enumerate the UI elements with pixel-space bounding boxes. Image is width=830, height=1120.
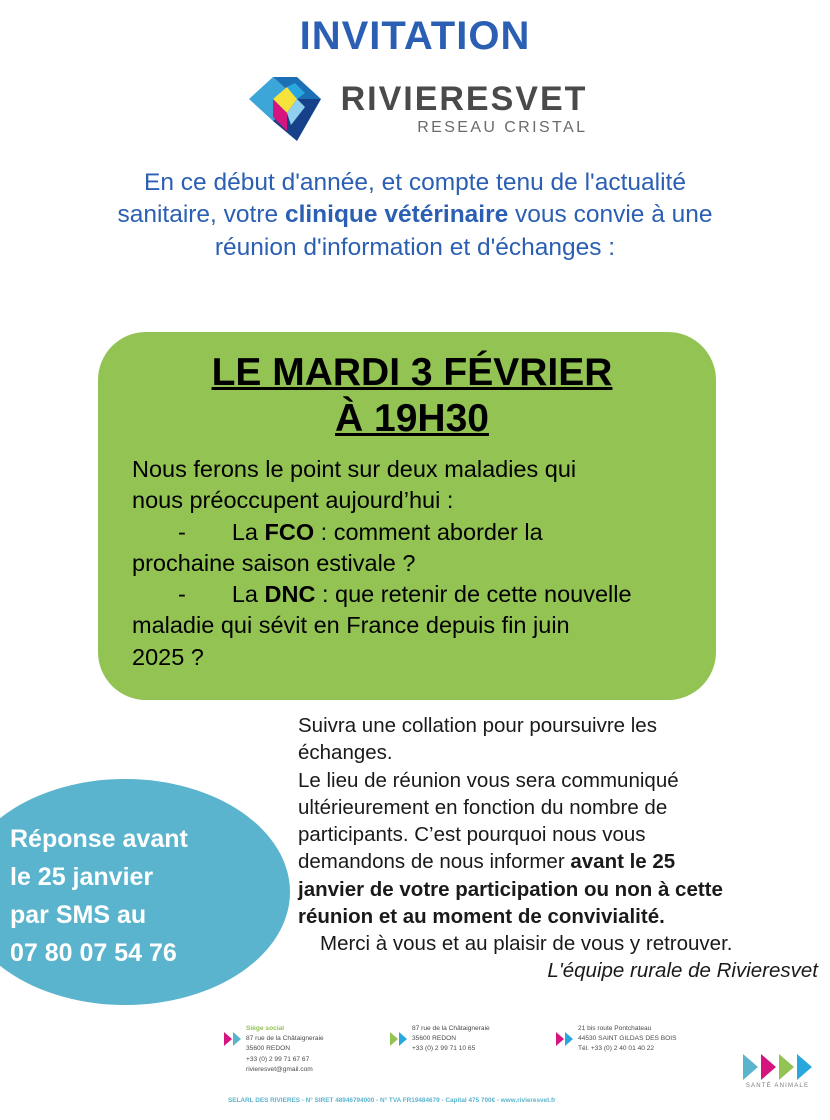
agenda-bullet-1 <box>132 517 692 548</box>
footer-line: +33 (0) 2 99 71 10 65 <box>412 1045 476 1053</box>
intro-line-1: En ce début d'année, et compte tenu de l'actualité <box>144 169 686 196</box>
footer-line: 35600 REDON <box>246 1045 290 1053</box>
details-p2-line-5 <box>298 876 818 903</box>
footer-column-3 <box>556 1024 696 1075</box>
details-p2-line-4-before: demandons de nous informer <box>298 850 571 874</box>
chevron-icon <box>743 1054 758 1080</box>
brand-logo-text <box>341 82 588 136</box>
chevron-pair-icon <box>556 1032 573 1046</box>
meeting-date <box>132 350 692 442</box>
footer-column-1 <box>224 1024 364 1075</box>
rsvp-line-2: le 25 janvier <box>10 863 154 891</box>
chevron-icon <box>565 1032 573 1046</box>
chevron-icon <box>556 1032 564 1046</box>
agenda-bullet-2-cont-2: 2025 ? <box>132 643 204 670</box>
footer-legal-line: SELARL DES RIVIERES - N° SIRET 48946794000 - N° TVA FR19484679 - Capital 475 700€ - www.rivieresvet.fr <box>228 1097 556 1104</box>
footer-line: +33 (0) 2 99 71 67 67 <box>246 1055 310 1063</box>
footer-address-1 <box>246 1024 364 1075</box>
bullet-2-before: La <box>231 581 265 608</box>
chevron-icon <box>779 1054 794 1080</box>
details-p2-line-6-bold: réunion et au moment de convivialité. <box>298 904 665 928</box>
chevron-icon <box>233 1032 241 1046</box>
bullet-1-bold: FCO <box>264 518 315 545</box>
chevron-pair-icon <box>390 1032 407 1046</box>
rivieresvet-diamond-icon <box>243 73 331 145</box>
brand-subtitle: RESEAU CRISTAL <box>417 119 588 136</box>
bullet-1-after: : comment aborder la <box>314 518 543 545</box>
bullet-1-before: La <box>231 518 265 545</box>
agenda-bullet-2 <box>132 579 692 610</box>
footer-line: Tél. +33 (0) 2 40 01 40 22 <box>578 1045 655 1053</box>
meeting-agenda <box>132 454 692 673</box>
chevron-icon <box>399 1032 407 1046</box>
details-p2-line-4 <box>298 848 818 875</box>
brand-logo <box>0 73 830 145</box>
footer <box>0 1018 830 1120</box>
footer-column-2 <box>390 1024 530 1075</box>
bullet-2-dash: - <box>178 581 186 608</box>
footer-chevron-group-icon <box>743 1054 812 1080</box>
intro-line-2-after: vous convie à une <box>508 201 713 229</box>
details-text <box>298 712 818 985</box>
details-signature: L'équipe rurale de Rivieresvet <box>547 959 818 983</box>
agenda-intro-line-2: nous préoccupent aujourd’hui : <box>132 487 454 514</box>
details-p2-line-6 <box>298 903 818 930</box>
details-p2-line-3: participants. C’est pourquoi nous vous <box>298 823 646 846</box>
footer-brand-logo <box>743 1054 812 1089</box>
intro-paragraph <box>34 167 796 264</box>
agenda-bullet-2-cont-1: maladie qui sévit en France depuis fin juin <box>132 612 570 639</box>
details-p2-line-4-bold: avant le 25 <box>570 850 676 874</box>
footer-columns <box>224 1024 696 1075</box>
brand-name: RIVIERESVET <box>340 80 588 118</box>
rsvp-line-3: par SMS au <box>10 901 147 929</box>
footer-address-2 <box>412 1024 530 1055</box>
chevron-icon <box>761 1054 776 1080</box>
footer-line: rivieresvet@gmail.com <box>246 1065 313 1073</box>
footer-line: 87 rue de la Châtaigneraie <box>246 1035 324 1043</box>
bullet-2-after: : que retenir de cette nouvelle <box>315 581 632 608</box>
agenda-bullet-1-cont: prochaine saison estivale ? <box>132 549 416 576</box>
details-thanks: Merci à vous et au plaisir de vous y retrouver. <box>320 932 733 955</box>
details-p1-line-2: échanges. <box>298 741 393 765</box>
chevron-icon <box>390 1032 398 1046</box>
chevron-icon <box>797 1054 812 1080</box>
meeting-details-panel <box>98 332 716 700</box>
details-p1-line-1: Suivra une collation pour poursuivre les <box>298 714 657 737</box>
footer-label-1: Siège social <box>246 1025 285 1032</box>
meeting-date-line-1: LE MARDI 3 FÉVRIER <box>211 351 613 394</box>
details-p2-line-2: ultérieurement en fonction du nombre de <box>298 795 668 819</box>
intro-line-2-bold: clinique vétérinaire <box>284 201 509 229</box>
agenda-intro-line-1: Nous ferons le point sur deux maladies qui <box>132 456 577 483</box>
meeting-date-line-2: À 19H30 <box>335 397 489 441</box>
footer-line: 87 rue de la Châtaigneraie <box>412 1025 490 1032</box>
intro-line-2-before: sanitaire, votre <box>117 201 285 229</box>
details-p2-line-5-bold: janvier de votre participation ou non à cette <box>298 877 723 901</box>
footer-address-3 <box>578 1024 696 1055</box>
chevron-icon <box>224 1032 232 1046</box>
bullet-1-dash: - <box>178 518 186 545</box>
footer-line: 44530 SAINT GILDAS DES BOIS <box>578 1035 677 1043</box>
chevron-pair-icon <box>224 1032 241 1046</box>
details-p2-line-1: Le lieu de réunion vous sera communiqué <box>298 768 679 792</box>
rsvp-text <box>10 820 280 972</box>
bullet-2-bold: DNC <box>264 581 316 608</box>
footer-line: 35600 REDON <box>412 1035 456 1043</box>
footer-line: 21 bis route Pontchateau <box>578 1025 652 1032</box>
rsvp-line-1: Réponse avant <box>10 825 188 853</box>
footer-brand-tagline: SANTÉ ANIMALE <box>745 1083 810 1089</box>
rsvp-phone-number: 07 80 07 54 76 <box>10 939 177 967</box>
intro-line-3: réunion d'information et d'échanges : <box>214 233 616 261</box>
page-title: INVITATION <box>299 14 531 58</box>
